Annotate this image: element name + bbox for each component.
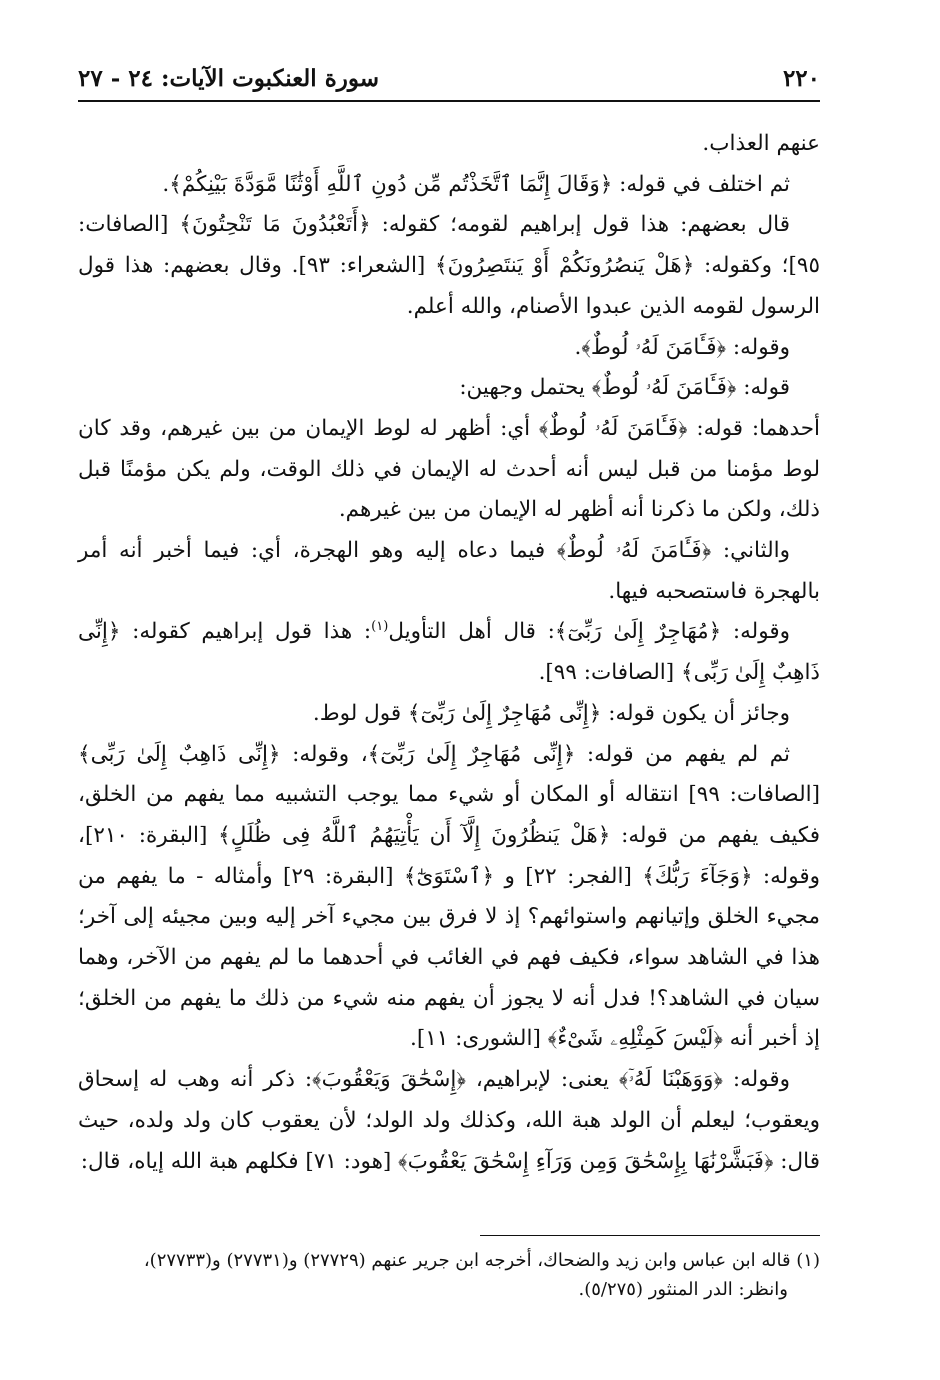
page-number: ٢٢٠ [782,65,820,92]
paragraph: ثم لم يفهم من قوله: ﴿إِنِّى مُهَاجِرٌ إِلَىٰ رَبِّىٓ﴾، وقوله: ﴿إِنِّى ذَاهِبٌ إِلَىٰ رَبِّى﴾ [الصافات: ٩٩] انتقاله أو المكان أو شيء مما يوجب التشبيه مما يفهم من الخلق، فكيف يفهم من قوله: ﴿هَلْ يَنظُرُونَ إِلَّآ أَن يَأْتِيَهُمُ ٱللَّهُ فِى ظُلَلٍ﴾ [البقرة: ٢١٠]، وقوله: ﴿وَجَآءَ رَبُّكَ﴾ [الفجر: ٢٢] و ﴿ٱسْتَوَىٰٓ﴾ [البقرة: ٢٩] وأمثاله - ما يفهم من مجيء الخلق وإتيانهم واستوائهم؟ إذ لا فرق بين مجيء آخر إليه وبين مجيئه إلى آخر؛ هذا في الشاهد سواء، فكيف فهم في الغائب في أحدهما ما لم يفهم من الآخر، وهما سيان في الشاهد؟! فدل أنه لا يجوز أن يفهم منه شيء من ذلك ما يفهم من الخلق؛ إذ أخبر أنه ﴿لَيْسَ كَمِثْلِهِۦ شَىْءٌ﴾ [الشورى: ١١]. [78,741,820,1052]
footnote-divider [480,1235,820,1236]
footnote: (١) قاله ابن عباس وابن زيد والضحاك، أخرجه ابن جرير عنهم (٢٧٧٢٩) و(٢٧٧٣١) و(٢٧٧٣٣)، [143,1250,820,1271]
paragraph: والثاني: ﴿فَـَٔامَنَ لَهُۥ لُوطٌ﴾ فيما دعاه إليه وهو الهجرة، أي: فيما أخبر أنه أمر بالهجرة فاستصحبه فيها. [78,538,820,604]
paragraph-text: : هذا قول إبراهيم كقوله: ﴿إِنِّى ذَاهِبٌ إِلَىٰ رَبِّى﴾ [الصافات: ٩٩]. [78,619,820,686]
paragraph: قال بعضهم: هذا قول إبراهيم لقومه؛ كقوله: ﴿أَتَعْبُدُونَ مَا تَنْحِتُونَ﴾ [الصافات: ٩٥]؛ وكقوله: ﴿هَلْ يَنصُرُونَكُمْ أَوْ يَنتَصِرُونَ﴾ [الشعراء: ٩٣]. وقال بعضهم: هذا قول الرسول لقومه الذين عبدوا الأصنام، والله أعلم. [78,212,820,319]
footnote-continuation: وانظر: الدر المنثور (٥/٢٧٥). [578,1279,788,1300]
book-page [78,58,820,1358]
paragraph: قوله: ﴿فَـَٔامَنَ لَهُۥ لُوطٌ﴾ يحتمل وجهين: [459,375,790,401]
paragraph: عنهم العذاب. [702,131,820,156]
paragraph-text: وقوله: ﴿مُهَاجِرٌ إِلَىٰ رَبِّىٓ﴾: قال أهل التأويل [388,619,790,645]
running-title: سورة العنكبوت الآيات: ٢٤ - ٢٧ [78,65,380,92]
paragraph [78,612,820,693]
body-text [78,124,820,1182]
footnote-reference[interactable]: (١) [371,619,389,635]
paragraph: وجائز أن يكون قوله: ﴿إِنِّى مُهَاجِرٌ إِلَىٰ رَبِّىٓ﴾ قول لوط. [312,700,790,726]
page-header [78,58,820,102]
paragraph: وقوله: ﴿وَوَهَبْنَا لَهُۥٓ﴾ يعنى: لإبراهيم، ﴿إِسْحَٰقَ وَيَعْقُوبَ﴾: ذكر أنه وهب له إسحاق ويعقوب؛ ليعلم أن الولد هبة الله، وكذلك ولد الولد؛ لأن يعقوب كان ولد ولده، حيث قال: ﴿فَبَشَّرْنَٰهَا بِإِسْحَٰقَ وَمِن وَرَآءِ إِسْحَٰقَ يَعْقُوبَ﴾ [هود: ٧١] فكلهم هبة الله إياه، قال: [78,1067,820,1174]
paragraph: ثم اختلف في قوله: ﴿وَقَالَ إِنَّمَا ٱتَّخَذْتُم مِّن دُونِ ٱللَّهِ أَوْثَٰنًا مَّوَدَّةَ بَيْنِكُمْ﴾. [162,171,790,197]
paragraph: أحدهما: قوله: ﴿فَـَٔامَنَ لَهُۥ لُوطٌ﴾ أي: أظهر له لوط الإيمان من بين غيرهم، وقد كان لوط مؤمنا من قبل ليس أنه أحدث له الإيمان في ذلك الوقت، ولم يكن مؤمنًا قبل ذلك، ولكن ما ذكرنا أنه أظهر له الإيمان من بين غيرهم. [78,415,820,523]
paragraph: وقوله: ﴿فَـَٔامَنَ لَهُۥ لُوطٌ﴾. [574,334,790,360]
footnotes [78,1246,820,1304]
